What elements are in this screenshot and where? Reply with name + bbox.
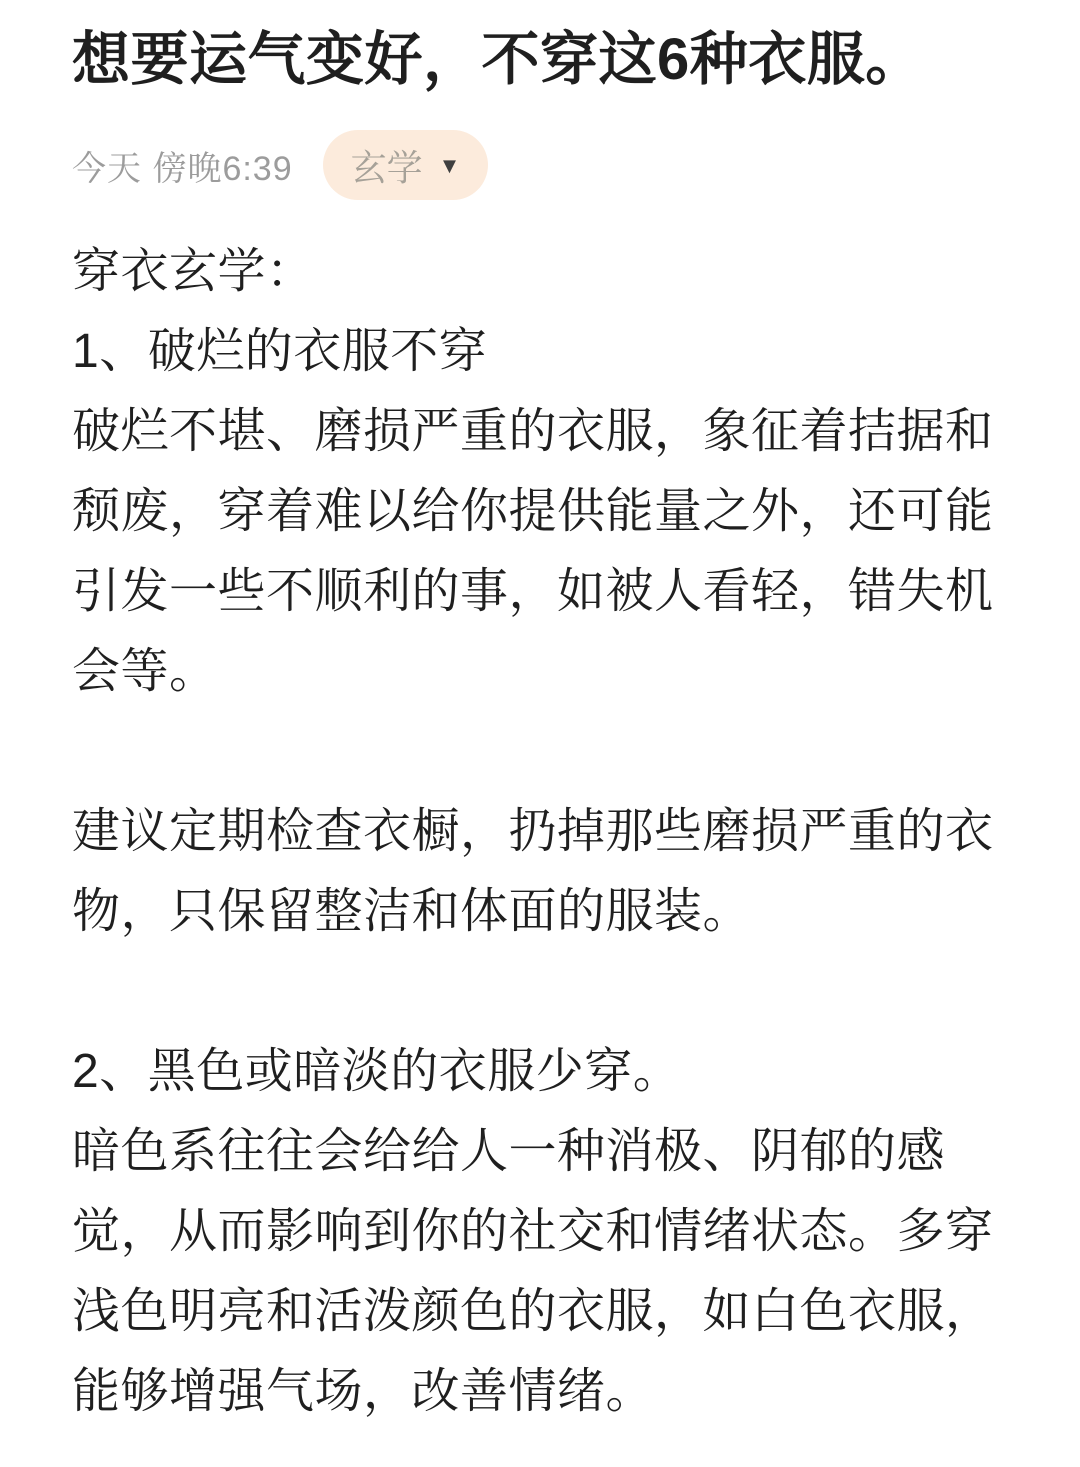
body-text-line: 建议定期检查衣橱，扔掉那些磨损严重的衣 (72, 805, 994, 858)
body-text-line: 浅色明亮和活泼颜色的衣服，如白色衣服， (72, 1285, 994, 1338)
body-text-line: 穿衣玄学： (72, 245, 315, 298)
category-tag-label: 玄学 (350, 146, 423, 188)
body-text-line: 会等。 (72, 645, 218, 698)
post-title: 想要运气变好，不穿这6种衣服。 (72, 27, 924, 92)
body-text-line: 觉，从而影响到你的社交和情绪状态。多穿 (72, 1205, 994, 1258)
body-text-line: 1、破烂的衣服不穿 (72, 325, 488, 378)
body-text-line: 引发一些不顺利的事，如被人看轻，错失机 (72, 565, 994, 618)
body-text-line: 暗色系往往会给给人一种消极、阴郁的感 (72, 1125, 946, 1178)
body-paragraph (72, 232, 1010, 712)
body-paragraph (72, 1032, 1010, 1432)
body-text-line: 破烂不堪、磨损严重的衣服，象征着拮据和 (72, 405, 994, 458)
body-text-line: 能够增强气场，改善情绪。 (72, 1365, 655, 1418)
body-text-line: 物，只保留整洁和体面的服装。 (72, 885, 752, 938)
post-timestamp: 今天 傍晚6:39 (72, 149, 293, 188)
post-body (72, 232, 1010, 1432)
category-tag-button[interactable] (323, 130, 489, 200)
body-paragraph (72, 792, 1010, 952)
meta-row (72, 130, 1010, 200)
body-text-line: 颓废，穿着难以给你提供能量之外，还可能 (72, 485, 994, 538)
chevron-down-icon: ▼ (438, 153, 461, 178)
body-text-line: 2、黑色或暗淡的衣服少穿。 (72, 1045, 682, 1098)
